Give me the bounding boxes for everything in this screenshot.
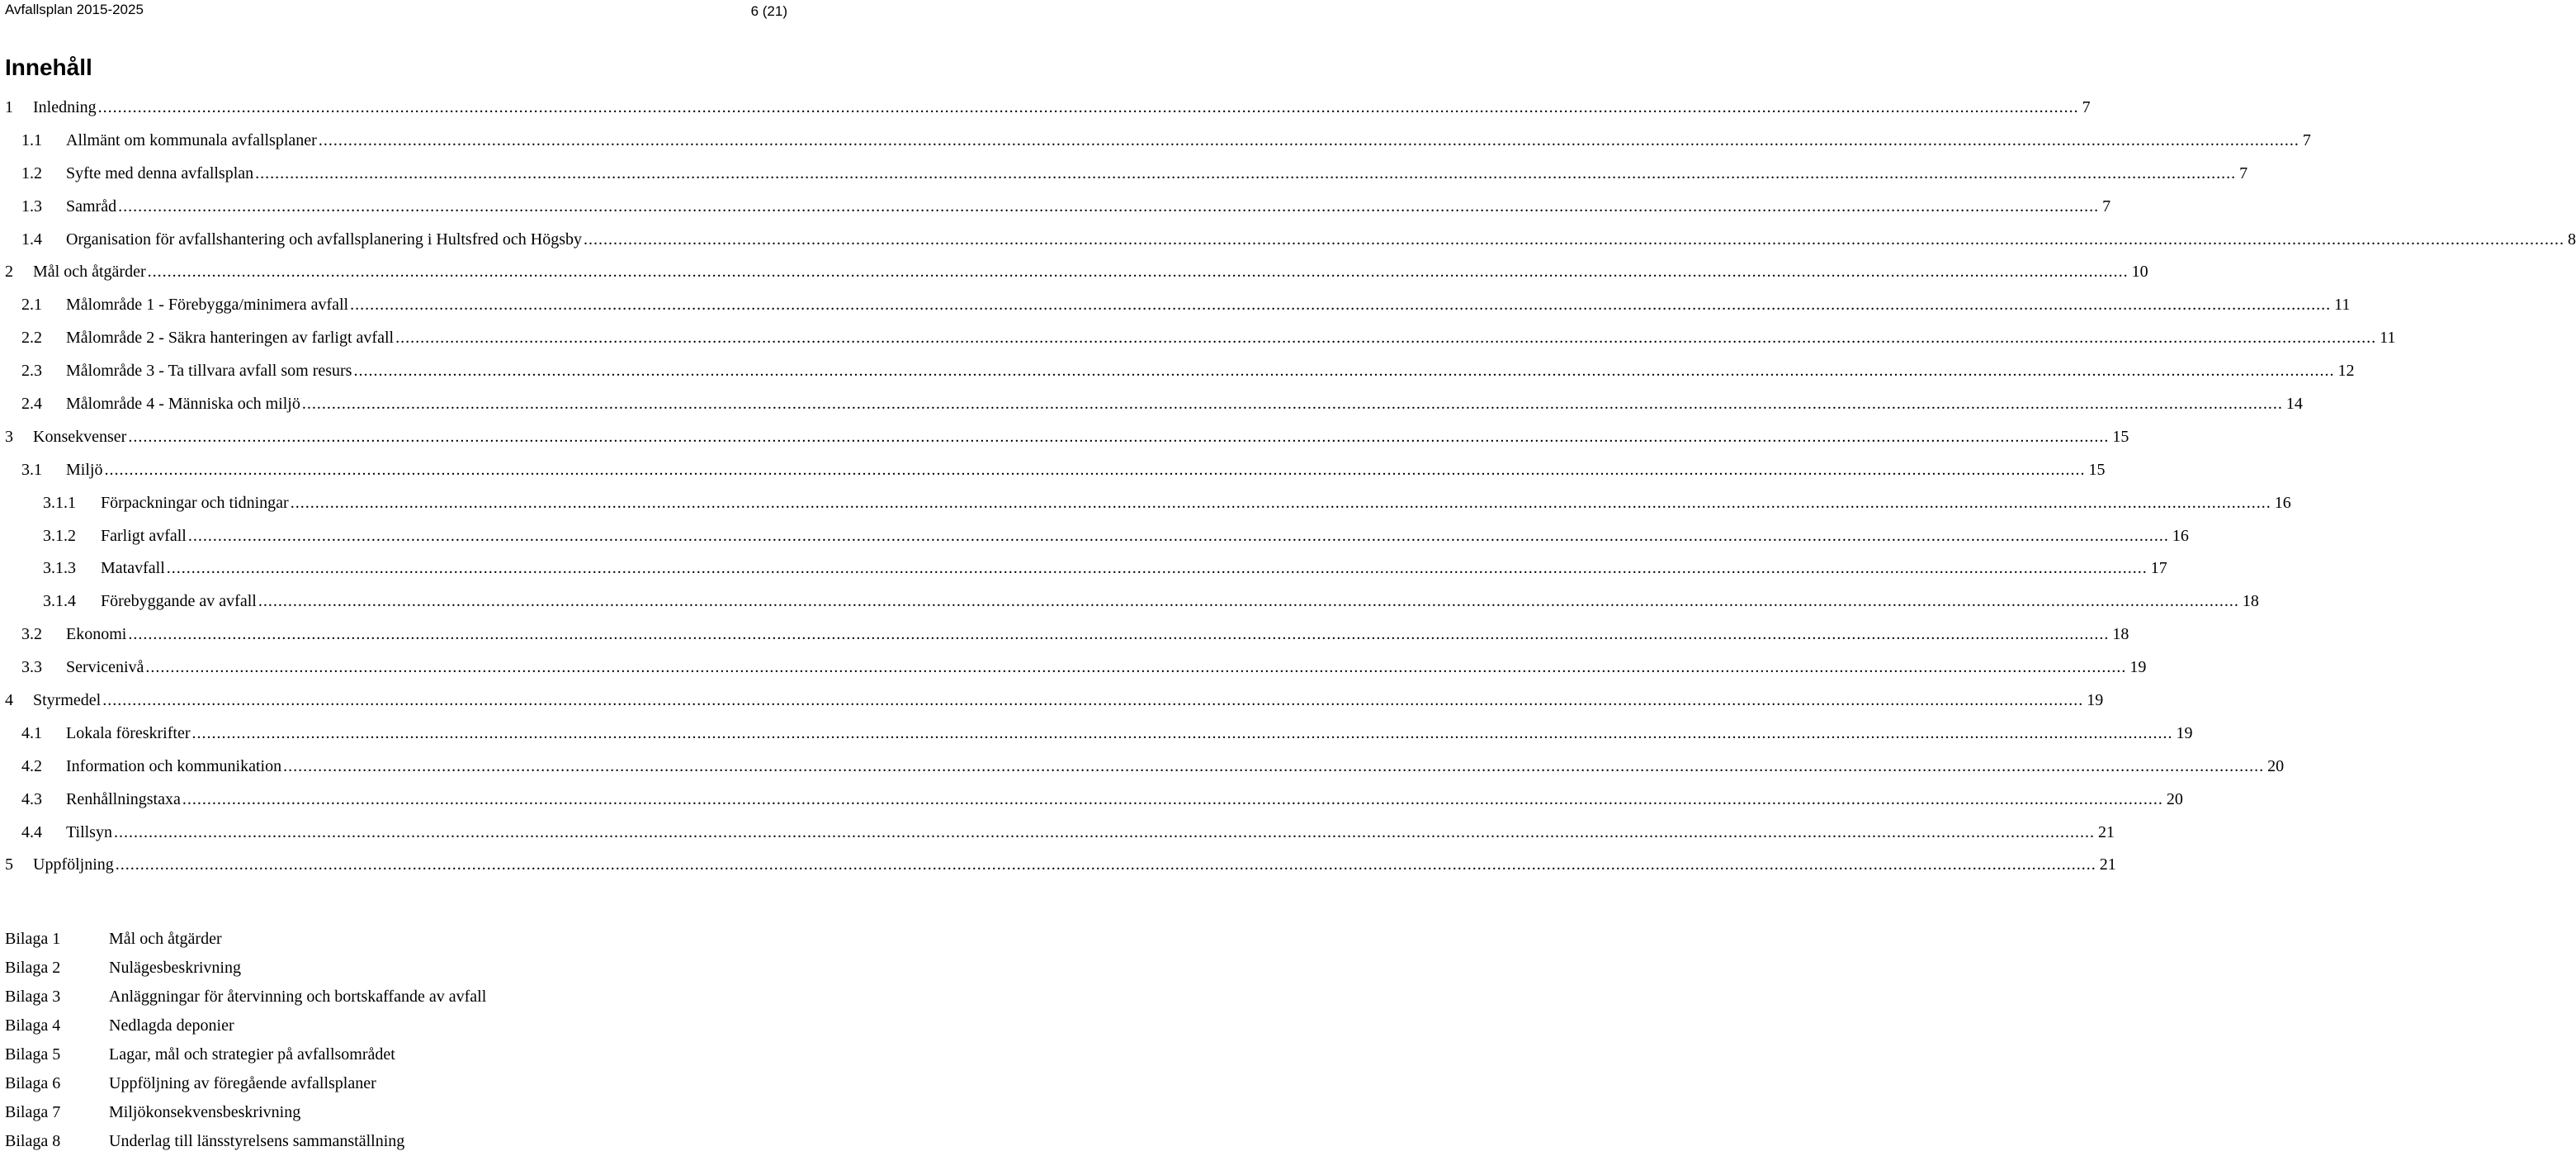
toc-entry-number: 3	[5, 427, 13, 446]
toc-entry[interactable]	[0, 783, 2183, 816]
toc-leader-dots: ................................................................................................................................................................................................................................................................................................................................................................................................................	[301, 395, 2283, 414]
toc-entry-title: Inledning	[33, 98, 97, 116]
toc-entry-number: 3.1	[21, 460, 42, 479]
toc-entry-number: 2.4	[21, 395, 42, 414]
toc-entry[interactable]	[0, 124, 2311, 157]
toc-entry[interactable]	[0, 848, 2116, 881]
toc-entry-title: Ekonomi	[66, 625, 127, 644]
toc-entry-page: 19	[2129, 658, 2147, 677]
appendix-title: Lagar, mål och strategier på avfallsområdet	[109, 1045, 395, 1064]
appendix-title: Uppföljning av föregående avfallsplaner	[109, 1074, 376, 1092]
toc-leader-dots: ................................................................................................................................................................................................................................................................................................................................................................................................................	[187, 526, 2169, 545]
toc-entry-number: 3.2	[21, 625, 42, 644]
toc-entry[interactable]	[0, 486, 2291, 519]
toc-entry[interactable]	[0, 190, 2111, 223]
toc-leader-dots: ................................................................................................................................................................................................................................................................................................................................................................................................................	[255, 163, 2237, 182]
toc-entry-page: 19	[2087, 691, 2104, 710]
toc-entry-number: 1.2	[21, 163, 42, 182]
toc-leader-dots: ................................................................................................................................................................................................................................................................................................................................................................................................................	[290, 493, 2271, 512]
toc-leader-dots: ................................................................................................................................................................................................................................................................................................................................................................................................................	[97, 98, 2079, 116]
toc-entry-number: 2	[5, 263, 13, 282]
toc-entry[interactable]	[0, 223, 2576, 256]
toc-entry-title: Samråd	[66, 197, 117, 216]
toc-entry-page: 7	[2239, 163, 2248, 182]
toc-leader-dots: ................................................................................................................................................................................................................................................................................................................................................................................................................	[166, 559, 2148, 578]
toc-entry[interactable]	[0, 717, 2193, 750]
toc-entry[interactable]	[0, 453, 2106, 486]
toc-leader-dots: ................................................................................................................................................................................................................................................................................................................................................................................................................	[182, 789, 2163, 808]
appendix-title: Miljökonsekvensbeskrivning	[109, 1103, 301, 1121]
toc-entry[interactable]	[0, 255, 2148, 288]
appendix-item	[0, 1012, 792, 1040]
toc-leader-dots: ................................................................................................................................................................................................................................................................................................................................................................................................................	[584, 230, 2565, 249]
appendix-title: Anläggningar för återvinning och bortskaffande av avfall	[109, 988, 487, 1006]
table-of-contents	[0, 91, 2576, 881]
toc-leader-dots: ................................................................................................................................................................................................................................................................................................................................................................................................................	[113, 822, 2095, 841]
toc-entry-page: 20	[2166, 789, 2183, 808]
toc-entry-title: Målområde 4 - Människa och miljö	[66, 395, 300, 414]
toc-entry-title: Miljö	[66, 460, 103, 479]
toc-leader-dots: ................................................................................................................................................................................................................................................................................................................................................................................................................	[145, 658, 2127, 677]
appendix-label: Bilaga 7	[5, 1103, 61, 1121]
toc-entry-page: 21	[2099, 855, 2116, 874]
toc-leader-dots: ................................................................................................................................................................................................................................................................................................................................................................................................................	[350, 296, 2332, 315]
toc-entry-number: 3.1.1	[43, 493, 76, 512]
toc-entry[interactable]	[0, 816, 2115, 849]
toc-entry[interactable]	[0, 651, 2147, 684]
toc-entry-title: Förebyggande av avfall	[101, 592, 257, 611]
toc-entry-number: 4.2	[21, 756, 42, 775]
appendix-label: Bilaga 5	[5, 1045, 61, 1064]
toc-leader-dots: ................................................................................................................................................................................................................................................................................................................................................................................................................	[128, 625, 2110, 644]
toc-entry-number: 2.2	[21, 329, 42, 348]
appendix-title: Mål och åtgärder	[109, 930, 222, 948]
toc-leader-dots: ................................................................................................................................................................................................................................................................................................................................................................................................................	[128, 427, 2110, 446]
page-header	[0, 0, 792, 26]
appendix-item	[0, 1040, 792, 1069]
toc-entry-title: Organisation för avfallshantering och avfallsplanering i Hultsfred och Högsby	[66, 230, 583, 249]
toc-entry-title: Information och kommunikation	[66, 756, 282, 775]
toc-entry-page: 16	[2274, 493, 2291, 512]
appendix-label: Bilaga 4	[5, 1016, 61, 1035]
toc-entry-page: 12	[2337, 362, 2355, 381]
toc-entry-title: Syfte med denna avfallsplan	[66, 163, 254, 182]
toc-leader-dots: ................................................................................................................................................................................................................................................................................................................................................................................................................	[353, 362, 2335, 381]
toc-entry[interactable]	[0, 420, 2129, 453]
toc-leader-dots: ................................................................................................................................................................................................................................................................................................................................................................................................................	[283, 756, 2265, 775]
appendix-label: Bilaga 1	[5, 930, 61, 948]
toc-entry[interactable]	[0, 750, 2285, 783]
toc-entry-page: 21	[2097, 822, 2115, 841]
toc-leader-dots: ................................................................................................................................................................................................................................................................................................................................................................................................................	[104, 460, 2086, 479]
toc-entry[interactable]	[0, 321, 2396, 354]
toc-entry[interactable]	[0, 157, 2248, 190]
toc-entry-number: 4.3	[21, 789, 42, 808]
toc-entry[interactable]	[0, 387, 2303, 420]
toc-entry-number: 1.3	[21, 197, 42, 216]
toc-entry-number: 1	[5, 98, 13, 116]
toc-entry-title: Allmänt om kommunala avfallsplaner	[66, 130, 317, 149]
appendix-item	[0, 983, 792, 1012]
toc-entry[interactable]	[0, 288, 2351, 321]
toc-heading: Innehåll	[5, 54, 92, 80]
appendix-label: Bilaga 2	[5, 959, 61, 977]
toc-entry-number: 3.3	[21, 658, 42, 677]
toc-leader-dots: ................................................................................................................................................................................................................................................................................................................................................................................................................	[147, 263, 2129, 282]
toc-leader-dots: ................................................................................................................................................................................................................................................................................................................................................................................................................	[395, 329, 2377, 348]
appendix-list	[0, 925, 792, 1156]
toc-entry-number: 3.1.2	[43, 526, 76, 545]
appendix-item	[0, 954, 792, 983]
toc-entry-title: Konsekvenser	[33, 427, 127, 446]
toc-entry-title: Matavfall	[101, 559, 165, 578]
toc-entry-title: Styrmedel	[33, 691, 102, 710]
toc-entry-title: Målområde 2 - Säkra hanteringen av farligt avfall	[66, 329, 395, 348]
appendix-title: Nulägesbeskrivning	[109, 959, 241, 977]
toc-entry-title: Uppföljning	[33, 855, 114, 874]
toc-entry[interactable]	[0, 354, 2355, 387]
toc-entry-page: 10	[2131, 263, 2148, 282]
toc-entry-page: 7	[2102, 197, 2111, 216]
toc-entry-number: 2.3	[21, 362, 42, 381]
toc-leader-dots: ................................................................................................................................................................................................................................................................................................................................................................................................................	[115, 855, 2096, 874]
toc-entry-page: 20	[2267, 756, 2285, 775]
toc-entry-page: 17	[2150, 559, 2167, 578]
toc-entry-page: 19	[2176, 723, 2193, 742]
appendix-title: Underlag till länsstyrelsens sammanställning	[109, 1132, 405, 1150]
appendix-item	[0, 1069, 792, 1098]
toc-entry-number: 1.1	[21, 130, 42, 149]
toc-leader-dots: ................................................................................................................................................................................................................................................................................................................................................................................................................	[118, 197, 2100, 216]
toc-entry[interactable]	[0, 91, 2091, 124]
toc-entry-title: Renhållningstaxa	[66, 789, 181, 808]
appendix-item	[0, 1098, 792, 1127]
toc-entry-number: 3.1.3	[43, 559, 76, 578]
toc-entry-number: 3.1.4	[43, 592, 76, 611]
toc-entry-title: Målområde 1 - Förebygga/minimera avfall	[66, 296, 349, 315]
appendix-label: Bilaga 6	[5, 1074, 61, 1092]
appendix-item	[0, 925, 792, 954]
toc-entry-title: Förpackningar och tidningar	[101, 493, 289, 512]
toc-entry-number: 4	[5, 691, 13, 710]
toc-entry-page: 18	[2112, 625, 2129, 644]
toc-entry-page: 18	[2242, 592, 2259, 611]
toc-entry[interactable]	[0, 684, 2104, 717]
toc-entry-title: Mål och åtgärder	[33, 263, 146, 282]
toc-entry[interactable]	[0, 552, 2167, 585]
toc-entry-number: 2.1	[21, 296, 42, 315]
toc-leader-dots: ................................................................................................................................................................................................................................................................................................................................................................................................................	[191, 723, 2173, 742]
toc-entry[interactable]	[0, 519, 2189, 552]
toc-entry-page: 11	[2334, 296, 2351, 315]
toc-leader-dots: ................................................................................................................................................................................................................................................................................................................................................................................................................	[102, 691, 2084, 710]
toc-entry-number: 4.4	[21, 822, 42, 841]
toc-entry-page: 14	[2285, 395, 2303, 414]
toc-entry-number: 4.1	[21, 723, 42, 742]
toc-entry-number: 1.4	[21, 230, 42, 249]
toc-entry-page: 15	[2088, 460, 2106, 479]
appendix-item	[0, 1127, 792, 1156]
toc-entry-title: Lokala föreskrifter	[66, 723, 191, 742]
toc-entry-page: 15	[2112, 427, 2129, 446]
toc-entry-title: Farligt avfall	[101, 526, 187, 545]
toc-entry-page: 16	[2172, 526, 2189, 545]
document-title: Avfallsplan 2015-2025	[5, 2, 144, 17]
appendix-title: Nedlagda deponier	[109, 1016, 234, 1035]
toc-entry-page: 7	[2302, 130, 2311, 149]
toc-entry-title: Målområde 3 - Ta tillvara avfall som resurs	[66, 362, 352, 381]
toc-entry-page: 11	[2380, 329, 2396, 348]
toc-entry[interactable]	[0, 585, 2259, 618]
toc-entry-page: 8	[2568, 230, 2576, 249]
appendix-label: Bilaga 8	[5, 1132, 61, 1150]
toc-entry[interactable]	[0, 618, 2129, 651]
toc-entry-title: Tillsyn	[66, 822, 112, 841]
toc-entry-number: 5	[5, 855, 13, 874]
appendix-label: Bilaga 3	[5, 988, 61, 1006]
toc-leader-dots: ................................................................................................................................................................................................................................................................................................................................................................................................................	[258, 592, 2239, 611]
page-indicator: 6 (21)	[750, 3, 787, 19]
toc-entry-title: Servicenivå	[66, 658, 144, 677]
toc-entry-page: 7	[2082, 98, 2091, 116]
toc-leader-dots: ................................................................................................................................................................................................................................................................................................................................................................................................................	[318, 130, 2299, 149]
